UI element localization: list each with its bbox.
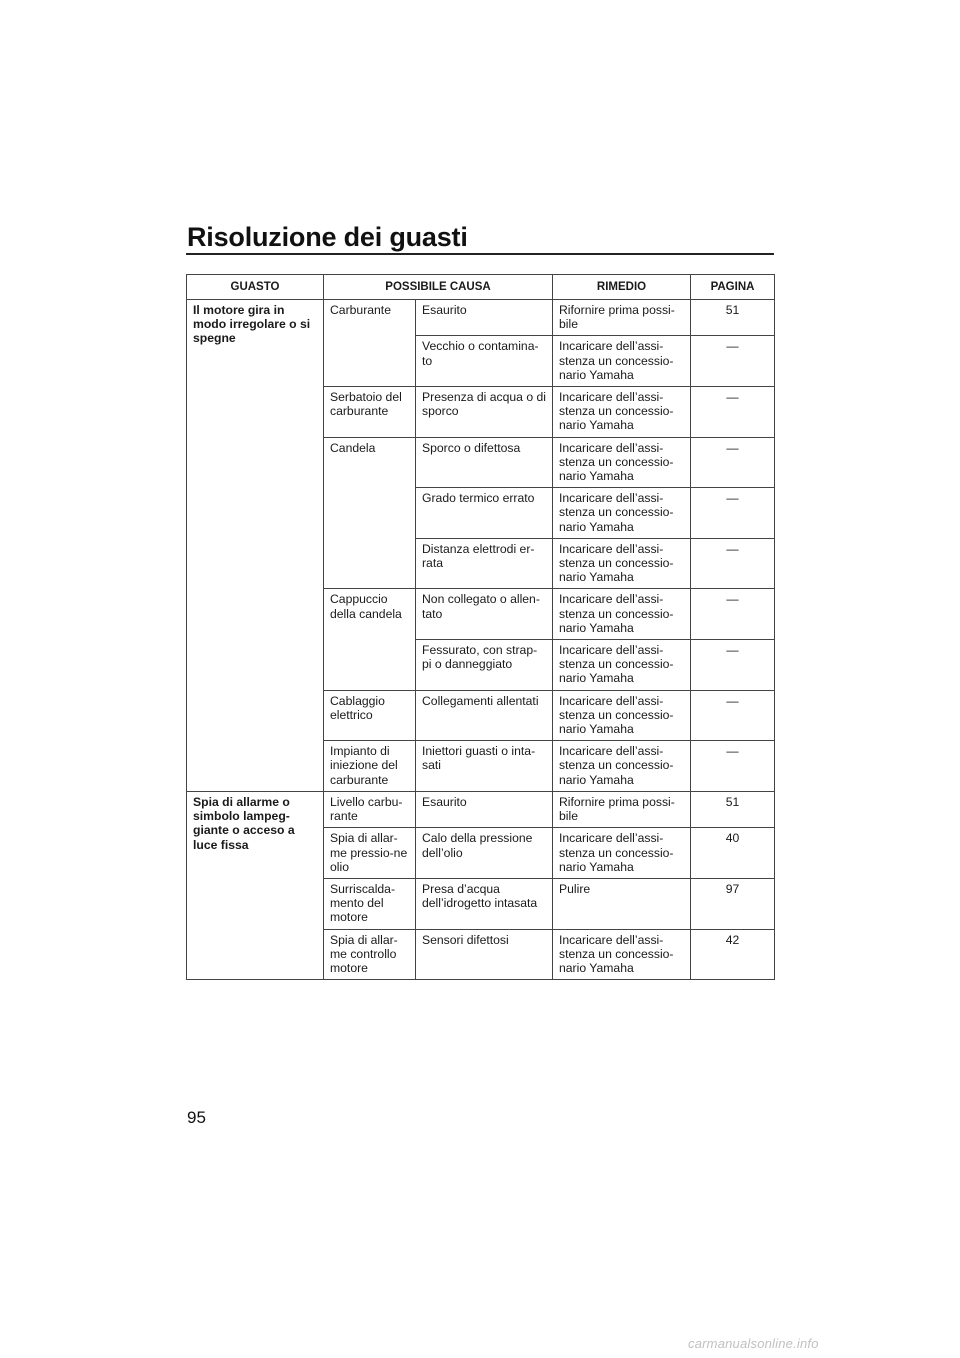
remedy-cell: Incaricare dell’assi-stenza un concessio-nario Yamaha <box>553 387 691 438</box>
page-ref-cell: — <box>691 538 775 589</box>
remedy-cell: Incaricare dell’assi-stenza un concessio-nario Yamaha <box>553 336 691 387</box>
remedy-cell: Incaricare dell’assi-stenza un concessio-nario Yamaha <box>553 640 691 691</box>
remedy-cell: Rifornire prima possi-bile <box>553 300 691 336</box>
title-rule <box>186 253 774 255</box>
cause-detail-cell: Grado termico errato <box>416 488 553 539</box>
page-ref-cell: 42 <box>691 929 775 980</box>
page-title: Risoluzione dei guasti <box>187 222 468 252</box>
remedy-cell: Incaricare dell’assi-stenza un concessio-nario Yamaha <box>553 828 691 879</box>
remedy-cell: Incaricare dell’assi-stenza un concessio-nario Yamaha <box>553 538 691 589</box>
cause-detail-cell: Fessurato, con strap-pi o danneggiato <box>416 640 553 691</box>
remedy-cell: Incaricare dell’assi-stenza un concessio-nario Yamaha <box>553 741 691 792</box>
cause-component-cell: Surriscalda-mento del motore <box>324 878 416 929</box>
fault-cell: Spia di allarme o simbolo lampeg-giante o acceso a luce fissa <box>187 791 324 979</box>
page-ref-cell: — <box>691 488 775 539</box>
remedy-cell: Incaricare dell’assi-stenza un concessio-nario Yamaha <box>553 690 691 741</box>
cause-detail-cell: Esaurito <box>416 791 553 827</box>
page-ref-cell: — <box>691 690 775 741</box>
header-rimedio: RIMEDIO <box>553 275 691 300</box>
cause-detail-cell: Presa d’acqua dell’idrogetto intasata <box>416 878 553 929</box>
cause-detail-cell: Vecchio o contamina-to <box>416 336 553 387</box>
watermark: carmanualsonline.info <box>688 1336 819 1351</box>
header-guasto: GUASTO <box>187 275 324 300</box>
page-number: 95 <box>187 1108 206 1127</box>
remedy-cell: Pulire <box>553 878 691 929</box>
cause-component-cell: Cablaggio elettrico <box>324 690 416 741</box>
cause-component-cell: Impianto di iniezione del carburante <box>324 741 416 792</box>
page-ref-cell: 97 <box>691 878 775 929</box>
page-ref-cell: — <box>691 336 775 387</box>
cause-component-cell: Cappuccio della candela <box>324 589 416 690</box>
cause-detail-cell: Sporco o difettosa <box>416 437 553 488</box>
cause-detail-cell: Presenza di acqua o di sporco <box>416 387 553 438</box>
cause-detail-cell: Distanza elettrodi er-rata <box>416 538 553 589</box>
table-header-row <box>187 275 775 300</box>
cause-component-cell: Candela <box>324 437 416 589</box>
cause-detail-cell: Iniettori guasti o inta-sati <box>416 741 553 792</box>
fault-cell: Il motore gira in modo irregolare o si spegne <box>187 300 324 792</box>
table-row <box>187 791 775 827</box>
remedy-cell: Incaricare dell’assi-stenza un concessio-nario Yamaha <box>553 589 691 640</box>
cause-detail-cell: Collegamenti allentati <box>416 690 553 741</box>
page-ref-cell: — <box>691 589 775 640</box>
page-ref-cell: — <box>691 437 775 488</box>
cause-detail-cell: Sensori difettosi <box>416 929 553 980</box>
page-ref-cell: 51 <box>691 791 775 827</box>
cause-detail-cell: Calo della pressione dell’olio <box>416 828 553 879</box>
header-possibile-causa: POSSIBILE CAUSA <box>324 275 553 300</box>
remedy-cell: Rifornire prima possi-bile <box>553 791 691 827</box>
table-row <box>187 300 775 336</box>
header-pagina: PAGINA <box>691 275 775 300</box>
remedy-cell: Incaricare dell’assi-stenza un concessio-nario Yamaha <box>553 929 691 980</box>
cause-component-cell: Spia di allar-me pressio-ne olio <box>324 828 416 879</box>
remedy-cell: Incaricare dell’assi-stenza un concessio-nario Yamaha <box>553 488 691 539</box>
page-ref-cell: — <box>691 387 775 438</box>
page-ref-cell: — <box>691 741 775 792</box>
remedy-cell: Incaricare dell’assi-stenza un concessio-nario Yamaha <box>553 437 691 488</box>
cause-component-cell: Livello carbu-rante <box>324 791 416 827</box>
page-ref-cell: 40 <box>691 828 775 879</box>
page-ref-cell: 51 <box>691 300 775 336</box>
cause-component-cell: Carburante <box>324 300 416 387</box>
page-ref-cell: — <box>691 640 775 691</box>
troubleshooting-table <box>186 274 775 980</box>
cause-detail-cell: Esaurito <box>416 300 553 336</box>
cause-detail-cell: Non collegato o allen-tato <box>416 589 553 640</box>
cause-component-cell: Serbatoio del carburante <box>324 387 416 438</box>
cause-component-cell: Spia di allar-me controllo motore <box>324 929 416 980</box>
table-body <box>187 300 775 980</box>
